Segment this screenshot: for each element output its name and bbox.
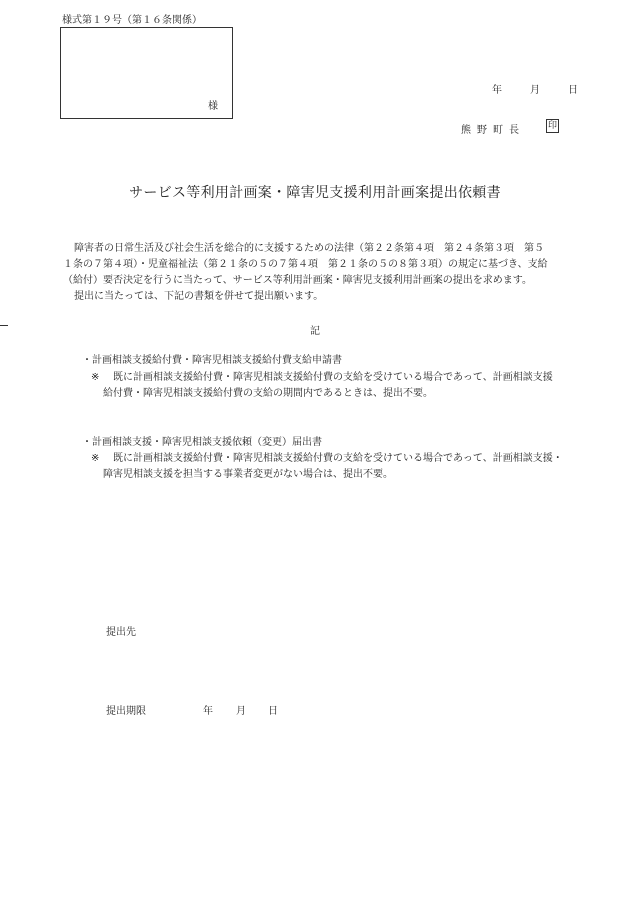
deadline-month-label: 月 bbox=[236, 706, 246, 717]
date-day-label: 日 bbox=[568, 85, 578, 96]
body-line: （給付）要否決定を行うに当たって、サービス等利用計画案・障害児支援利用計画案の提出を求めます。 bbox=[63, 275, 532, 286]
deadline-year-label: 年 bbox=[203, 706, 213, 717]
date-month-label: 月 bbox=[530, 85, 540, 96]
ki-heading: 記 bbox=[310, 326, 320, 337]
addressee-suffix: 様 bbox=[208, 101, 218, 112]
item-title: ・計画相談支援給付費・障害児相談支援給付費支給申請書 bbox=[82, 355, 342, 366]
deadline-day-label: 日 bbox=[268, 706, 278, 717]
form-number: 様式第１９号（第１６条関係） bbox=[62, 15, 202, 26]
submit-to-label: 提出先 bbox=[106, 627, 136, 638]
date-year-label: 年 bbox=[492, 85, 502, 96]
body-line: 提出に当たっては、下記の書類を併せて提出願います。 bbox=[74, 291, 324, 302]
item-note-line: 既に計画相談支援給付費・障害児相談支援給付費の支給を受けている場合であって、計画相談支援 bbox=[113, 372, 553, 383]
addressee-box bbox=[60, 27, 233, 119]
seal-mark: 印 bbox=[547, 121, 557, 131]
item-note-line: 障害児相談支援を担当する事業者変更がない場合は、提出不要。 bbox=[103, 469, 393, 480]
item-title: ・計画相談支援・障害児相談支援依頼（変更）届出書 bbox=[82, 437, 322, 448]
body-line: 障害者の日常生活及び社会生活を総合的に支援するための法律（第２２条第４項 第２４条第３項 第５ bbox=[74, 243, 544, 254]
deadline-label: 提出期限 bbox=[106, 706, 146, 717]
note-mark: ※ bbox=[91, 372, 100, 383]
item-note-line: 既に計画相談支援給付費・障害児相談支援給付費の支給を受けている場合であって、計画相談支援・ bbox=[113, 453, 563, 464]
note-mark: ※ bbox=[91, 453, 100, 464]
body-line: １条の７第４項）・児童福祉法（第２１条の５の７第４項 第２１条の５の８第３項）の規定に基づき、支給 bbox=[63, 259, 548, 270]
document-title: サービス等利用計画案・障害児支援利用計画案提出依頼書 bbox=[129, 185, 501, 201]
issuer-mayor: 熊野町長 bbox=[461, 125, 525, 136]
item-note-line: 給付費・障害児相談支援給付費の支給の期間内であるときは、提出不要。 bbox=[103, 388, 433, 399]
